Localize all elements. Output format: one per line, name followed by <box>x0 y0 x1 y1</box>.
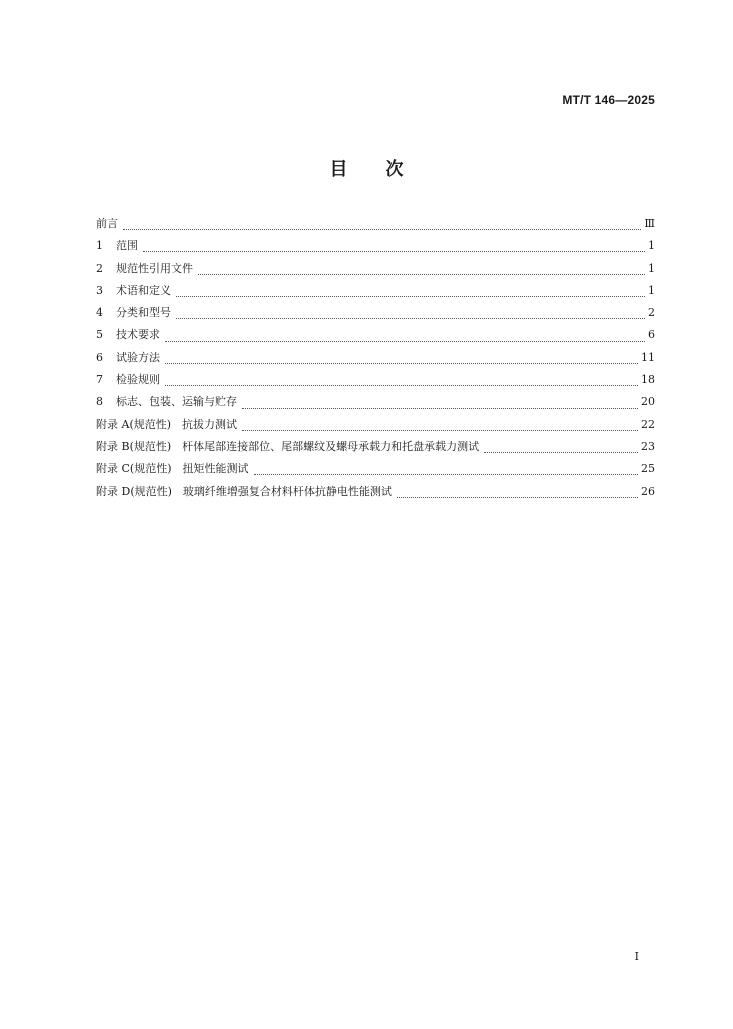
toc-entry[interactable] <box>96 371 655 393</box>
toc-entry-page: 1 <box>648 261 655 275</box>
toc-title-char: 次 <box>385 159 404 180</box>
toc-entry[interactable] <box>96 260 655 282</box>
toc-entry-page: 1 <box>648 239 655 253</box>
toc-entry[interactable] <box>96 393 655 415</box>
toc-entry-label: 前言 <box>96 217 118 230</box>
toc-entry-label: 附录 C(规范性) 扭矩性能测试 <box>96 462 249 476</box>
toc-entry-page: 20 <box>641 395 655 409</box>
toc-dot-leader <box>165 384 638 386</box>
toc-entry-label: 标志、包装、运输与贮存 <box>116 395 237 409</box>
toc-entry[interactable] <box>96 282 655 304</box>
toc-entry-number: 6 <box>96 350 103 364</box>
toc-entry-page: 11 <box>641 350 655 364</box>
toc-dot-leader <box>242 429 638 431</box>
toc-entry-label: 分类和型号 <box>116 306 171 320</box>
toc-dot-leader <box>254 473 639 475</box>
toc-entry-number: 7 <box>96 373 103 387</box>
toc-entry[interactable] <box>96 460 655 482</box>
toc-entry-page: 6 <box>648 328 655 342</box>
toc-title <box>0 155 733 181</box>
table-of-contents <box>96 215 655 505</box>
toc-entry-page: 18 <box>641 373 655 387</box>
toc-entry-page: Ⅲ <box>644 217 655 230</box>
toc-entry-page: 1 <box>648 283 655 297</box>
toc-entry-label: 试验方法 <box>116 350 160 364</box>
toc-entry[interactable] <box>96 304 655 326</box>
toc-entry-label: 范围 <box>116 239 138 253</box>
toc-entry-page: 23 <box>641 439 655 453</box>
toc-entry-label: 附录 B(规范性) 杆体尾部连接部位、尾部螺纹及螺母承载力和托盘承载力测试 <box>96 439 480 453</box>
toc-entry[interactable] <box>96 326 655 348</box>
toc-dot-leader <box>397 496 638 498</box>
page-number: I <box>634 950 639 963</box>
toc-entry-label: 检验规则 <box>116 373 160 387</box>
toc-dot-leader <box>176 295 645 297</box>
toc-entry-label: 附录 D(规范性) 玻璃纤维增强复合材料杆体抗静电性能测试 <box>96 484 392 498</box>
toc-entry-number: 2 <box>96 261 103 275</box>
toc-entry-page: 2 <box>648 306 655 320</box>
toc-entry-number: 4 <box>96 306 103 320</box>
toc-entry[interactable] <box>96 215 655 237</box>
toc-dot-leader <box>123 228 641 230</box>
toc-entry-page: 25 <box>641 462 655 476</box>
toc-dot-leader <box>165 362 638 364</box>
toc-dot-leader <box>198 273 645 275</box>
toc-entry[interactable] <box>96 349 655 371</box>
toc-dot-leader <box>165 340 645 342</box>
toc-entry-number: 1 <box>96 239 103 253</box>
toc-entry-page: 26 <box>641 484 655 498</box>
toc-dot-leader <box>143 250 645 252</box>
toc-entry-label: 技术要求 <box>116 328 160 342</box>
toc-entry-number: 3 <box>96 283 103 297</box>
document-code: MT/T 146—2025 <box>562 93 655 107</box>
toc-entry-label: 规范性引用文件 <box>116 261 193 275</box>
toc-entry[interactable] <box>96 416 655 438</box>
toc-entry-label: 附录 A(规范性) 抗拔力测试 <box>96 417 238 431</box>
toc-entry[interactable] <box>96 438 655 460</box>
toc-title-char: 目 <box>329 159 348 180</box>
toc-dot-leader <box>242 407 638 409</box>
toc-entry-number: 5 <box>96 328 103 342</box>
toc-dot-leader <box>484 451 638 453</box>
toc-entry-page: 22 <box>641 417 655 431</box>
toc-entry-number: 8 <box>96 395 103 409</box>
toc-entry[interactable] <box>96 483 655 505</box>
toc-entry[interactable] <box>96 237 655 259</box>
toc-entry-label: 术语和定义 <box>116 283 171 297</box>
toc-dot-leader <box>176 317 645 319</box>
